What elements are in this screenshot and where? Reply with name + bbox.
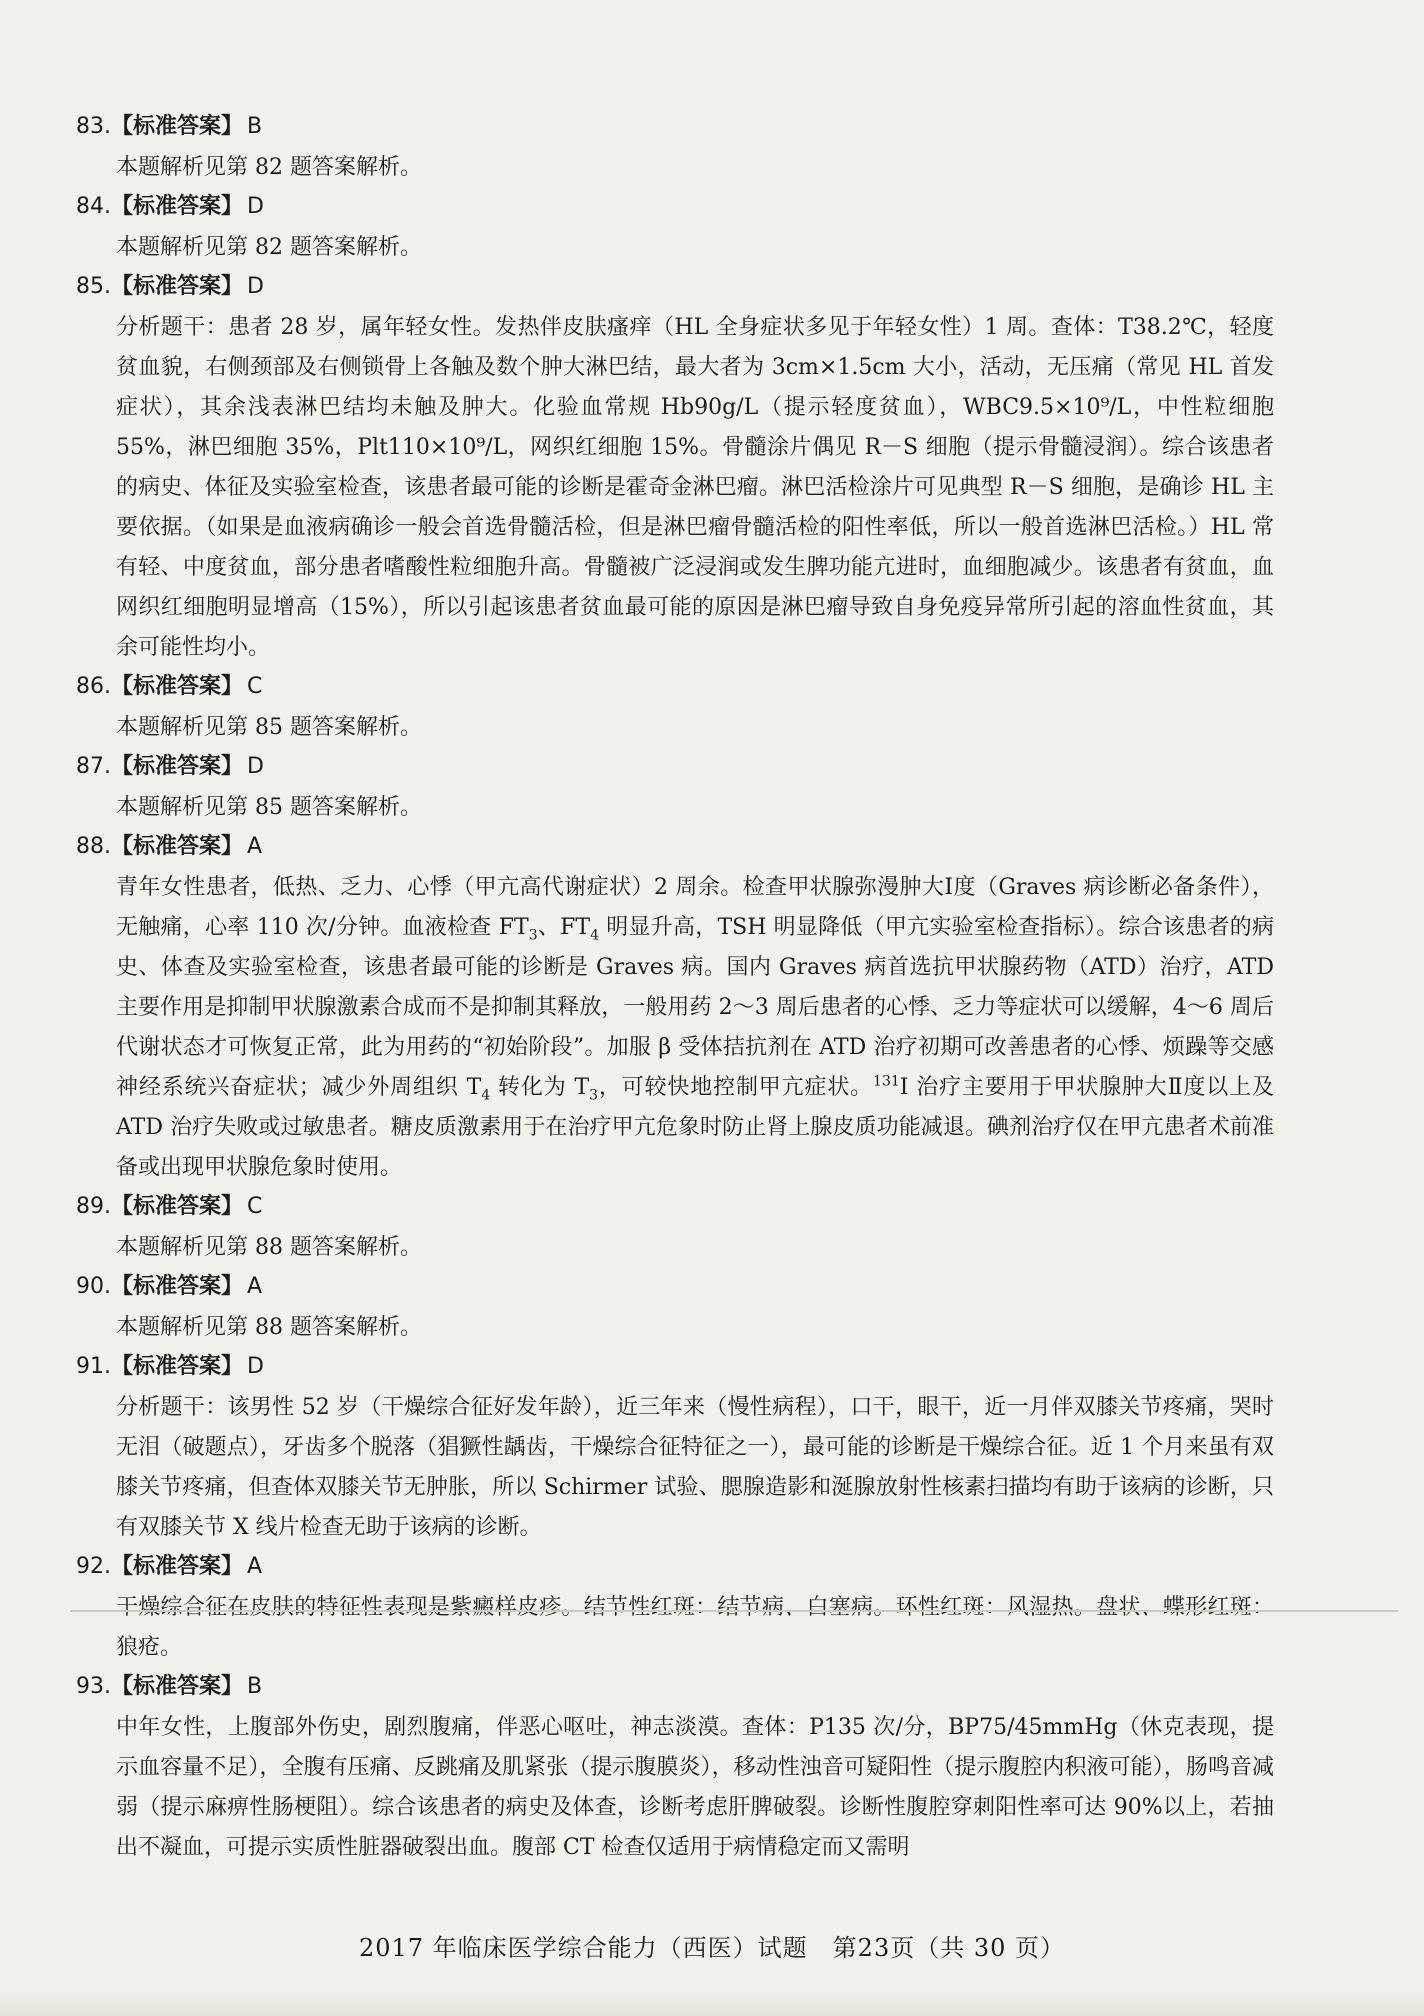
- answer-explanation: 本题解析见第 82 题答案解析。: [116, 235, 422, 260]
- answer-letter: B: [247, 1674, 263, 1699]
- answer-header: [76, 1268, 1274, 1308]
- text-run: 、FT: [537, 915, 591, 940]
- superscript: 131: [873, 1073, 900, 1090]
- scan-bottom-edge: [0, 1990, 1424, 2016]
- answer-tag: 【标准答案】: [111, 114, 244, 139]
- answer-header: [76, 1668, 1274, 1708]
- answer-tag: 【标准答案】: [111, 1354, 244, 1379]
- answer-letter: D: [247, 754, 264, 779]
- answer-header: [76, 1348, 1274, 1388]
- answer-header: [76, 1548, 1274, 1588]
- answer-88: [76, 828, 1274, 1188]
- answer-header: [76, 668, 1274, 708]
- answer-tag: 【标准答案】: [111, 754, 244, 779]
- answer-93: [76, 1668, 1274, 1868]
- answer-tag: 【标准答案】: [111, 674, 244, 699]
- answer-explanation: 分析题干：该男性 52 岁（干燥综合征好发年龄），近三年来（慢性病程），口干，眼干，近一月伴双膝关节疼痛，哭时无泪（破题点），牙齿多个脱落（猖獗性龋齿，干燥综合征特征之一），最可能的诊断是干燥综合征。近 1 个月来虽有双膝关节疼痛，但查体双膝关节无肿胀，所以 Schirmer 试验、腮腺造影和涎腺放射性核素扫描均有助于该病的诊断，只有双膝关节 X 线片检查无助于该病的诊断。: [116, 1395, 1274, 1540]
- answer-tag: 【标准答案】: [111, 834, 244, 859]
- question-number: 91.: [76, 1354, 111, 1379]
- answer-header: [76, 1188, 1274, 1228]
- answer-letter: D: [247, 1354, 264, 1379]
- answer-explanation: 分析题干：患者 28 岁，属年轻女性。发热伴皮肤瘙痒（HL 全身症状多见于年轻女性）1 周。查体：T38.2℃，轻度贫血貌，右侧颈部及右侧锁骨上各触及数个肿大淋巴结，最大者为 3cm×1.5cm 大小，活动，无压痛（常见 HL 首发症状），其余浅表淋巴结均未触及肿大。化验血常规 Hb90g/L（提示轻度贫血），WBC9.5×10⁹/L，中性粒细胞 55%，淋巴细胞 35%，Plt110×10⁹/L，网织红细胞 15%。骨髓涂片偶见 R－S 细胞（提示骨髓浸润）。综合该患者的病史、体征及实验室检查，该患者最可能的诊断是霍奇金淋巴瘤。淋巴活检涂片可见典型 R－S 细胞，是确诊 HL 主要依据。（如果是血液病确诊一般会首选骨髓活检，但是淋巴瘤骨髓活检的阳性率低，所以一般首选淋巴活检。）HL 常有轻、中度贫血，部分患者嗜酸性粒细胞升高。骨髓被广泛浸润或发生脾功能亢进时，血细胞减少。该患者有贫血，血网织红细胞明显增高（15%），所以引起该患者贫血最可能的原因是淋巴瘤导致自身免疫异常所引起的溶血性贫血，其余可能性均小。: [116, 315, 1274, 660]
- answer-86: [76, 668, 1274, 748]
- answer-92: [76, 1548, 1274, 1668]
- answer-83: [76, 108, 1274, 188]
- answer-letter: D: [247, 274, 264, 299]
- text-run: 转化为 T: [490, 1075, 590, 1100]
- answer-tag: 【标准答案】: [111, 1194, 244, 1219]
- text-run: ，可较快地控制甲亢症状。: [598, 1075, 874, 1100]
- question-number: 92.: [76, 1554, 111, 1579]
- answer-tag: 【标准答案】: [111, 1274, 244, 1299]
- text-run: 明显升高，TSH 明显降低（甲亢实验室检查指标）。综合该患者的病史、体查及实验室检查，该患者最可能的诊断是 Graves 病。国内 Graves 病首选抗甲状腺药物（ATD）治疗，ATD 主要作用是抑制甲状腺激素合成而不是抑制其释放，一般用药 2～3 周后患者的心悸、乏力等症状可以缓解，4～6 周后代谢状态才可恢复正常，此为用药的“初始阶段”。加服 β 受体拮抗剂在 ATD 治疗初期可改善患者的心悸、烦躁等交感神经系统兴奋症状；减少外周组织 T: [116, 915, 1274, 1100]
- question-number: 83.: [76, 114, 111, 139]
- answer-90: [76, 1268, 1274, 1348]
- answer-header: [76, 108, 1274, 148]
- answer-87: [76, 748, 1274, 828]
- question-number: 84.: [76, 194, 111, 219]
- answer-letter: A: [247, 1274, 263, 1299]
- question-number: 85.: [76, 274, 111, 299]
- subscript: 3: [589, 1087, 598, 1104]
- text-run: I 治疗主要用于甲状腺肿大Ⅱ度以上及 ATD 治疗失败或过敏患者。糖皮质激素用于在治疗甲亢危象时防止肾上腺皮质功能减退。碘剂治疗仅在甲亢患者术前准备或出现甲状腺危象时使用。: [116, 1075, 1274, 1180]
- subscript: 3: [528, 927, 538, 944]
- answer-header: [76, 188, 1274, 228]
- answer-tag: 【标准答案】: [111, 194, 244, 219]
- answer-91: [76, 1348, 1274, 1548]
- answer-header: [76, 268, 1274, 308]
- answer-explanation: 本题解析见第 85 题答案解析。: [116, 715, 422, 740]
- answer-tag: 【标准答案】: [111, 274, 244, 299]
- question-number: 90.: [76, 1274, 111, 1299]
- answer-84: [76, 188, 1274, 268]
- answer-letter: A: [247, 834, 263, 859]
- question-number: 87.: [76, 754, 111, 779]
- answer-header: [76, 748, 1274, 788]
- answer-letter: A: [247, 1554, 263, 1579]
- text-run: 青年女性患者，低热、乏力、心悸（甲亢高代谢症状）2 周余。检查甲状腺弥漫肿大Ⅰ度（Graves 病诊断必备条件），无触痛，心率 110 次/分钟。血液检查 FT: [116, 875, 1274, 940]
- question-number: 89.: [76, 1194, 111, 1219]
- answer-letter: C: [247, 674, 263, 699]
- page-footer: 2017 年临床医学综合能力（西医）试题 第23页（共 30 页）: [358, 1934, 1066, 1962]
- answer-explanation: 本题解析见第 88 题答案解析。: [116, 1235, 422, 1260]
- answer-tag: 【标准答案】: [111, 1674, 244, 1699]
- answer-letter: D: [247, 194, 264, 219]
- question-number: 86.: [76, 674, 111, 699]
- answer-explanation: 中年女性，上腹部外伤史，剧烈腹痛，伴恶心呕吐，神志淡漠。查体：P135 次/分，BP75/45mmHg（休克表现，提示血容量不足），全腹有压痛、反跳痛及肌紧张（提示腹膜炎），移动性浊音可疑阳性（提示腹腔内积液可能），肠鸣音减弱（提示麻痹性肠梗阻）。综合该患者的病史及体查，诊断考虑肝脾破裂。诊断性腹腔穿刺阳性率可达 90%以上，若抽出不凝血，可提示实质性脏器破裂出血。腹部 CT 检查仅适用于病情稳定而又需明: [116, 1715, 1274, 1860]
- answer-85: [76, 268, 1274, 668]
- subscript: 4: [481, 1087, 491, 1104]
- answer-explanation: [116, 868, 1274, 1188]
- scan-divider-line: [70, 1610, 1398, 1612]
- subscript: 4: [590, 927, 599, 944]
- question-number: 88.: [76, 834, 111, 859]
- answer-explanation: 本题解析见第 82 题答案解析。: [116, 155, 422, 180]
- answer-89: [76, 1188, 1274, 1268]
- answer-explanation: 本题解析见第 88 题答案解析。: [116, 1315, 422, 1340]
- answer-letter: B: [247, 114, 263, 139]
- answer-explanation: 干燥综合征在皮肤的特征性表现是紫癜样皮疹。结节性红斑：结节病、白塞病。环性红斑：风湿热。盘状、蝶形红斑：狼疮。: [116, 1595, 1274, 1660]
- answer-explanation: 本题解析见第 85 题答案解析。: [116, 795, 422, 820]
- answer-tag: 【标准答案】: [111, 1554, 244, 1579]
- answer-header: [76, 828, 1274, 868]
- question-number: 93.: [76, 1674, 111, 1699]
- answer-letter: C: [247, 1194, 263, 1219]
